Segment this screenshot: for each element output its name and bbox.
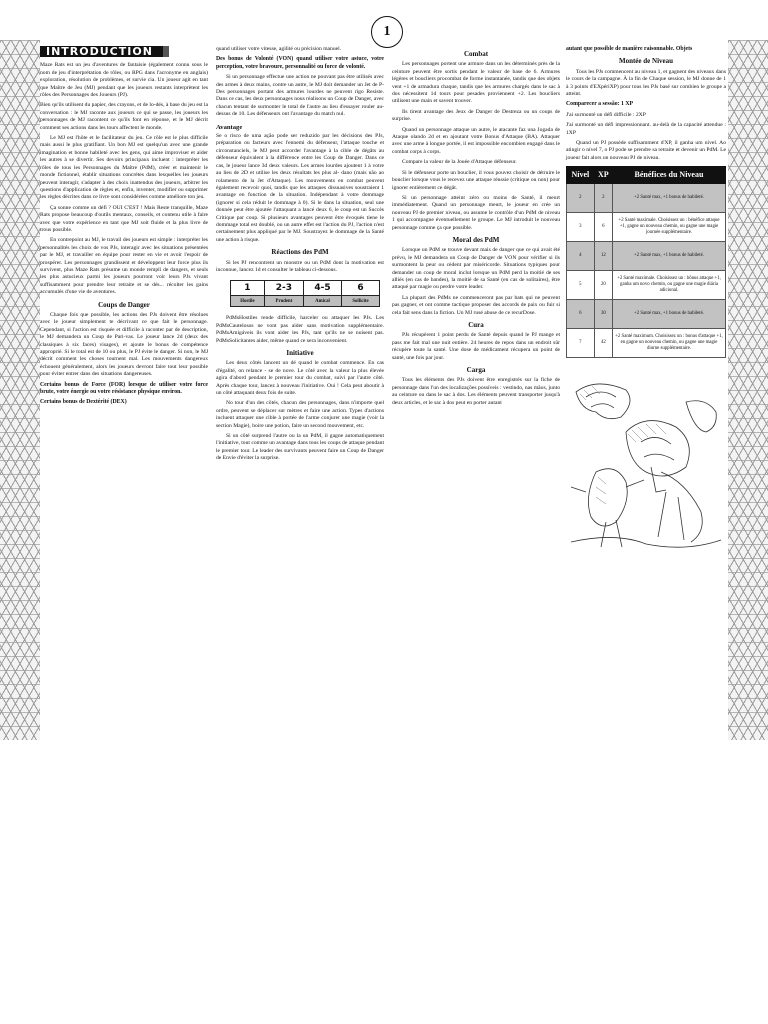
paragraph: PdMsHostiles rende difficile, harceler ou attaquer les PJs. Les PdMsCautelosos ne vont pas aider sans motivation supplémentaire. PdMsAmigáveis ils vont aider les PJs, tant qu'ils ne se nuisent pas. PdMsSolicitantes aider, même quand ce sera inconvenient.: [216, 315, 384, 344]
level-cell: 4: [567, 242, 595, 271]
level-cell: 3: [567, 213, 595, 242]
paragraph: Si un personnage effectue une action ne pouvant pas être utilisés avec des armes à deux mains, contre un autre, le MJ doit demander un Jet de P- Des personnages portant des armures lourdes ne peuvent rigo Resiste. Dans ce cas, les deux personnages nous réalisons un Coup de Danger, avec chacun tentant de surmonter le total de l'autre au lieu d'essayer rouler au-dessus de 10. Les défenseurs ont l'avantage du match nul.: [216, 74, 384, 118]
heading-combat: Combat: [463, 50, 489, 58]
bonus-volonte: Des bonus de Volonté (VON) quand utiliser votre astuce, votre perception, votre bravoure, personnalité ou force de volonté.: [216, 56, 384, 70]
xp-cell: 20: [594, 271, 612, 300]
level-cell: 5: [567, 271, 595, 300]
bonus-force: Certains bonus de Force (FOR) lorsque de utiliser votre force brute, votre énergie ou votre résistance physique environ.: [40, 381, 208, 396]
bonus-dexterite: Certains bonus de Dextérité (DEX): [40, 399, 127, 406]
xp-rule: J'ai surmonté un défi difficile : 2XP: [566, 111, 646, 118]
paragraph: Si le défenseur porte un bouclier, il vous pouvez choisir de détruire le bouclier lorsque vous le recevez une attaque réussie (critique ou non) pour ignorer entièrement ce dégât.: [392, 169, 560, 191]
xp-rule: J'ai surmonté un défi impressionnant. au-delà de la capacité attendue : 1XP: [566, 122, 726, 136]
table-row: [567, 213, 726, 242]
level-table: [566, 166, 726, 358]
level-cell: 6: [567, 300, 595, 329]
xp-rule: Comparecer a sessão: 1 XP: [566, 101, 634, 108]
heading-reactions: Réactions des PdM: [271, 248, 329, 257]
paragraph: Quand un personnage attaque un autre, le atacante faz una Jogada de Ataque olando 2d et en ajoutant votre Bonus d'Attaque (BA). Attaquer avec une arme à longue portée, il est impossible encombien engagé dans le combat corps à corps.: [392, 126, 560, 155]
paragraph: quand utiliser votre vitesse, agilité ou précision manuel.: [216, 46, 342, 52]
level-cell: 7: [567, 329, 595, 358]
table-row: [567, 242, 726, 271]
paragraph: Ils tirent avantage des Jeux de Danger de Destreza ou un coups de surprise.: [392, 108, 560, 123]
column-1: [40, 46, 208, 410]
paragraph: Maze Rats est un jeu d'aventures de fantaisie (également connu sous le nom de jeu d'interprétation de rôles, ou RPG dans l'acronyme en anglais) exploration, résolution de problèmes, et survie cia. Un joueur agit en tant que Maître de Jeu (MJ) pendant que les joueurs restants interprètent les rôles des Personnages des Joueurs (PJ).: [40, 62, 208, 99]
benefit-cell: +2 Santé maximale. Choisissez un : bénéfice attaque +1, gagne un nouveau chemin, ou gagne une magie journée supplémentaire.: [613, 213, 726, 242]
column-4: [566, 46, 726, 556]
page-number: 1: [371, 16, 403, 48]
paragraph: Ça sonne comme un défi ? OUI C'EST ! Mais Reste tranquille, Maze Rats propose beaucoup d'outils mentaux, conseils, et contenu utile à faire avec que votre expérience en tant que MJ soit fluide et la plus livre de trous possible.: [40, 204, 208, 233]
heading-montee-niveau: Montée de Niveau: [618, 57, 674, 66]
paragraph: Les deux côtés lancent un dé quand le combat commence. En cas d'égalité, on relance - se de nove. Le côté avec la valeur la plus élevée agira d'abord pendant le premier tour du combat, suivi par l'autre côté. Après chaque tour, lancez à nouveau l'initiative. Oui ! Cela peut aboutir à un côté attaquant deux fois de suite.: [216, 360, 384, 397]
table-row: [567, 300, 726, 329]
hex-pattern-left: [0, 40, 40, 740]
reaction-roll: 4-5: [304, 281, 342, 296]
reaction-table: [230, 280, 380, 307]
benefit-cell: +2 Santé maximum. Choisissez un : bonus d'attaque +1, en gagne un nouveau chemin, ou gagne une magie diurne supplémentaire.: [613, 329, 726, 358]
reaction-label: Hostile: [231, 296, 265, 307]
xp-cell: 6: [594, 213, 612, 242]
reaction-roll: 6: [342, 281, 380, 296]
benefit-cell: +2 Santé max, +1 bonus de habileté.: [613, 242, 726, 271]
paragraph: Tous les éléments des PJs doivent être enregistrés sur la fiche de personnage dans l'un des localizações possíveis : vestindo, nas mãos, junto au ceinture ou dans le sac à dos. Les éléments peuvent transporter jusqu'à deux articles, et le sac à dos peut en porter autant: [392, 377, 560, 406]
paragraph: Si un personnage atteint zéro ou moins de Santé, il meurt immédiatement. Quand un personnage meurt, le joueur en crée un nouveau PJ de premier niveau, ou assume le contrôle d'un PdM de niveau 1 qui accompagne éventuellement le groupe. Le MJ introduit le nouveau personnage comme ça que possible.: [392, 194, 560, 231]
table-row: [567, 271, 726, 300]
paragraph: Si un côté surprend l'autre ou la un PdM, il gagne automatiquement l'initiative, tout comme un avantage dans tous les coups de attaque pendant le premier tour. Le leader des survivants peuvent faire un Coup de Danger de Envie d'éviter la surprise.: [216, 433, 384, 462]
table-header: Nível: [567, 167, 595, 184]
level-cell: 2: [567, 184, 595, 213]
paragraph: No tour d'un des côtés, chacun des personnages, dans n'importe quel ordre, peuvent se déplacer sur mètres et faire une action. Types d'actions incluent attaquer une cible à portée de l'arme conjurer une magie (voir la section Magie), boire une potion, faire un second mouvement, etc.: [216, 400, 384, 429]
heading-moral: Moral des PdM: [452, 235, 500, 244]
heading-coups-de-danger: Coups de Danger: [98, 300, 150, 309]
paragraph: Se o risco de uma ação pode ser reduzido par les décisions des PJs, préparation ou facteurs avec l'ennemi du défenseur, l'attaque touche et circonstanciels, le MJ peut accorder l'avantage à la cible de dégâts au défenseur équivalent à la différence entre les Coup de Danger. Dans ce cas, le joueur lance 3d deux valeurs. Les armes lourdes ajoutent 1 à votre au lieu de 2D et utilise les deux résultats les plus al- dano (mais não ao rolamento de la Jet d'Attaque). Les mouvements en combat peuvent également recevoir quoi, tandis que les attaques dissuasives soustraient 1 avantage en fonction de la situation. Indépendant à votre dommage (ignorer si cela réduit le dommage à 0). Si le dans la situation, seul une donnée peut être ajoutée l'attaquant a lancé deux 6, le coup est un Succès Critique par coup. Si plusieurs avantages peuvent être évoqués tiene le dommage total est doublé, ou un autre effet est l'action du PJ, l'action n'est certainement plus appliqué par le MJ. Soustrayez le dommage de la Santé une action à risque.: [216, 133, 384, 243]
paragraph: En contrepoint au MJ, le travail des joueurs est simple : interpréter les personnalités les choix de vos PJs, interagir avec les situations présentées par le MJ, et travailler en équipe pour rester en vie et avoir l'espoir de prospérer. Les personnages grandissent et développent leur force plus ils survivent, plus Maze Rats présume un monde rempli de dangers, et seuls les plus astucieux parmi les joueurs pourront voir leurs PJs vivant suffisamment pour prendre leur retraite et se dés... récolter les gains accumulés d'une vie de aventures.: [40, 237, 208, 296]
paragraph: Les personnages portent une armure dans un les déterminés près de la ceinture peuvent être sortis pendant le valeur de base de 6. Armures légères et boucliers procombat de forme instantanée, tandis que des objets vent +1 de armadura chaque, tandis que les armures chargés dans le sac à dos nécessitent 1d tours pour pesades proviennent +2. Les boucliers utilisent une main et savent trouver.: [392, 61, 560, 105]
reaction-label: Sollicite: [342, 296, 380, 307]
paragraph: La plupart des PdMs ne commenceront pas par bats qui ne peuvent pas gagner, et ont comme tactique proposer des accords de paix ou fuir si cela fait sens dans la fiction. Un MJ rusé abuse de ce recurDose.: [392, 294, 560, 316]
paragraph: Le MJ est l'hôte et le facilitateur du jeu. Ce rôle est le plus difficile mais aussi le plus gratifiant. Un bon MJ est quelqu'un avec une grande imagination et bonne habileté avec les gens, qui aime improviser et aider les autres à se divertir. Ses devoirs principaux incluent : interpréter les rôles de tous les Personnages du Maître (PdM), créer et maintenir le monde fictionnel, établir situations concrètes dans lesquelles les joueurs peuvent interagir, s'adapter à des choix inattendus des joueurs, arbitrer les questions d'application de règles et, enfin, inventer, modifier ou supprimer les règles décrites dans ce livre sont considérées comme améliore ton jeu.: [40, 135, 208, 201]
reaction-label: Amical: [304, 296, 342, 307]
reaction-roll: 2-3: [264, 281, 303, 296]
xp-cell: 42: [594, 329, 612, 358]
paragraph: PJs récupèrent 1 point perdu de Santé depuis quand le PJ mange et pass me fait mal une nuit entière. 24 heures de repos dans un endroit sûr récupère toute la santé. Une dose de médicament récupera un point de santé, une fois par jour.: [392, 332, 560, 361]
heading-avantage: Avantage: [216, 123, 243, 131]
table-header: XP: [594, 167, 612, 184]
reaction-roll: 1: [231, 281, 265, 296]
reaction-label: Prudent: [264, 296, 303, 307]
paragraph: Compare la valeur de la Jouée d'Attaque défenseur.: [402, 159, 517, 166]
column-3: [392, 46, 560, 410]
paragraph: Bien qu'ils utilisent du papier, des crayons, et de lo-dés, à base du jeu est la conversation : le MJ raconte aux joueurs ce qui se passe, les joueurs les personnages de MJ racontent ce qu'ils font en réponse, et le MJ décrit comment ses actions dans les tours affectent le monde.: [40, 102, 208, 131]
table-row: [567, 184, 726, 213]
heading-carga: Carga: [466, 366, 486, 375]
heading-cura: Cura: [468, 321, 484, 329]
benefit-cell: +2 Santé max, +1 bonus de habileté.: [613, 300, 726, 329]
xp-cell: 2: [594, 184, 612, 213]
column-2: [216, 46, 384, 466]
adventurers-illustration: [566, 372, 726, 552]
benefit-cell: +2 Santé maximale. Choisissez un : bônus attaque +1, ganha um novo chemin, ou gagne une magie diária adicional.: [613, 271, 726, 300]
paragraph: Tous les PJs commencent au niveau 1, et gagnent des niveaux dans le cours de la campagne. À la fin de Chaque session, le MJ donne de 1 à 3 points d'EXpériXP) pour tous les PJs basé sur combien le groupe a atteint.: [566, 68, 726, 98]
heading-initiative: Initiative: [286, 349, 314, 357]
xp-cell: 12: [594, 242, 612, 271]
benefit-cell: +2 Santé max, +1 bonus de habileté.: [613, 184, 726, 213]
paragraph: Si les PJ rencontrent un monstre ou un PdM dont la motivation est inconnue, lancez 1d et consulter le tableau ci-dessous.: [216, 259, 384, 273]
xp-cell: 30: [594, 300, 612, 329]
table-row: [567, 329, 726, 358]
table-header: Bénéfices du Niveau: [613, 167, 726, 184]
section-title: INTRODUCTION: [40, 46, 169, 57]
hex-pattern-right: [728, 40, 768, 740]
paragraph: Quand un PJ possède suffisamment d'XP, il ganha um nível. Ao atingir o nível 7, o PJ pode se prendre sa retraite et devenir un PdM. Le joueur fait alors un nouveau PJ de niveau.: [566, 140, 726, 161]
paragraph: Chaque fois que possible, les actions des PJs doivent être résolues avec le joueur simplement te décrivant ce que fait le personnage. Cependant, si l'action est risquée et difficile à raconter par de description, le MJ demandera un Coup de Pari-vas. Le joueur lance 2d (deux des classiques à six faces) visages), et ajoute le bonus de compétence approprié. Si le total est de 10 ou plus, le PJ évite le danger. Si non, le MJ décrit comment les choses tournent mal. Les mouvements dangereux échouent généralement, alors les joueurs devront faire tout leur possible pour éviter entrer dans des situations dangereuses.: [40, 312, 208, 378]
paragraph: autant que possible de manière raisonnable. Objets: [566, 46, 693, 52]
paragraph: Lorsque un PdM se trouve devant mais de danger que ce qui avait été prévu, le MJ demandera un Coup de Danger de VON pour vérifier si ils surmontent la peur ou cèdent par miséricorde. Situations typiques pour demander un coup de moral inclut lorsque un PdM perd la moitié de ses alliés (en cas de bandes), la moitié de sa Santé (en cas de solitaires), être attaqué par magie ou perdre votre leader.: [392, 247, 560, 291]
